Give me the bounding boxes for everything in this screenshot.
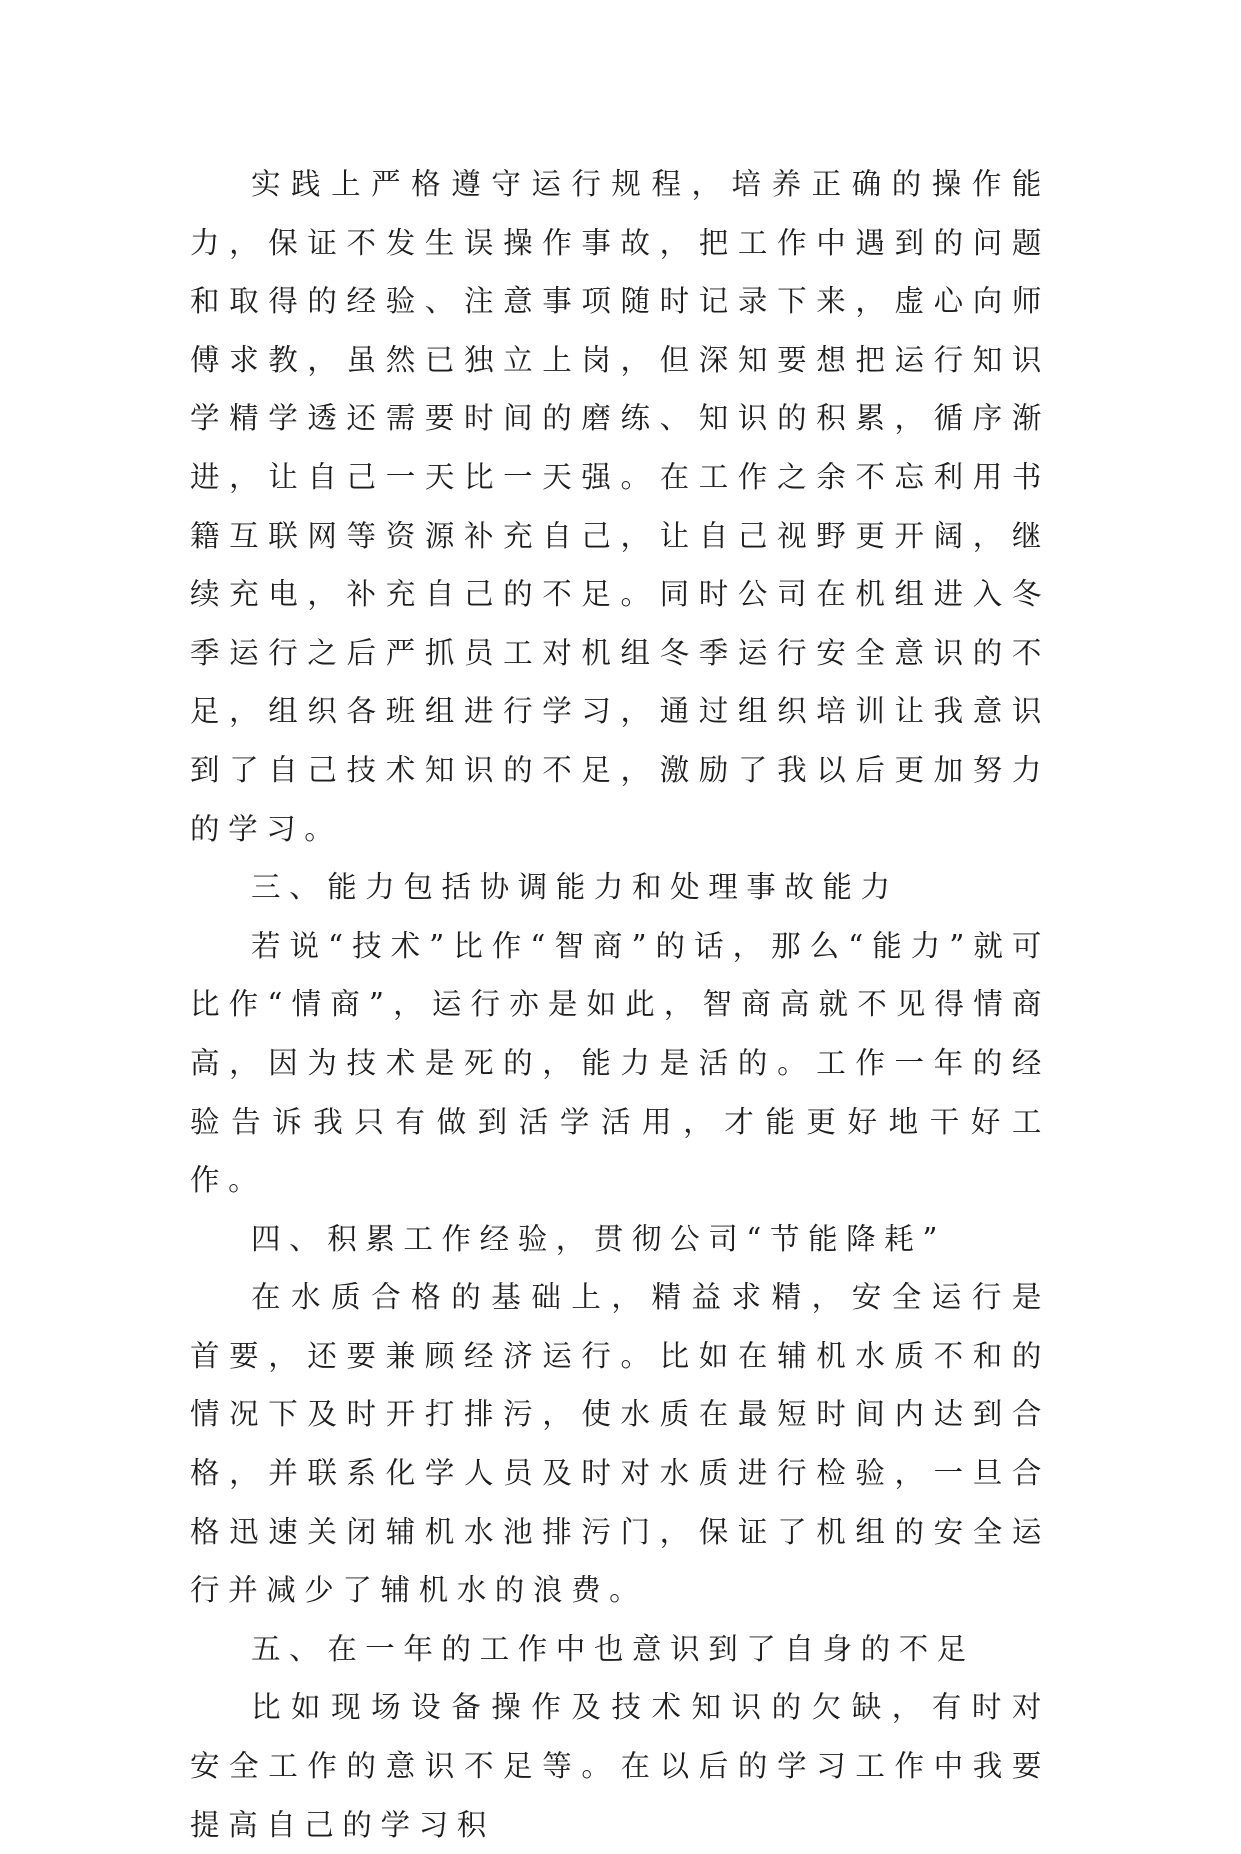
paragraph-water-quality: 在水质合格的基础上，精益求精，安全运行是首要，还要兼顾经济运行。比如在辅机水质不和的情况下及时开打排污，使水质在最短时间内达到合格，并联系化学人员及时对水质进行检验，一旦合格迅速关闭辅机水池排污门，保证了机组的安全运行并减少了辅机水的浪费。 [190,1280,1050,1608]
paragraph-ability: 若说“技术”比作“智商”的话，那么“能力”就可比作“情商”，运行亦是如此，智商高就不见得情商高，因为技术是死的，能力是活的。工作一年的经验告诉我只有做到活学活用，才能更好地干好工作。 [190,928,1050,1198]
section-heading-three: 三、能力包括协调能力和处理事故能力 [251,870,899,905]
section-heading-four: 四、积累工作经验，贯彻公司“节能降耗” [251,1221,947,1256]
paragraph-shortcomings: 比如现场设备操作及技术知识的欠缺，有时对安全工作的意识不足等。在以后的学习工作中我要提高自己的学习积 [190,1690,1050,1842]
section-heading-five: 五、在一年的工作中也意识到了自身的不足 [251,1631,975,1666]
paragraph-practice-operation: 实践上严格遵守运行规程，培养正确的操作能力，保证不发生误操作事故，把工作中遇到的问题和取得的经验、注意事项随时记录下来，虚心向师傅求教，虽然已独立上岗，但深知要想把运行知识学精学透还需要时间的磨练、知识的积累，循序渐进，让自己一天比一天强。在工作之余不忘利用书籍互联网等资源补充自己，让自己视野更开阔，继续充电，补充自己的不足。同时公司在机组进入冬季运行之后严抓员工对机组冬季运行安全意识的不足，组织各班组进行学习，通过组织培训让我意识到了自己技术知识的不足，激励了我以后更加努力的学习。 [190,167,1050,846]
document-body [190,155,1050,1854]
